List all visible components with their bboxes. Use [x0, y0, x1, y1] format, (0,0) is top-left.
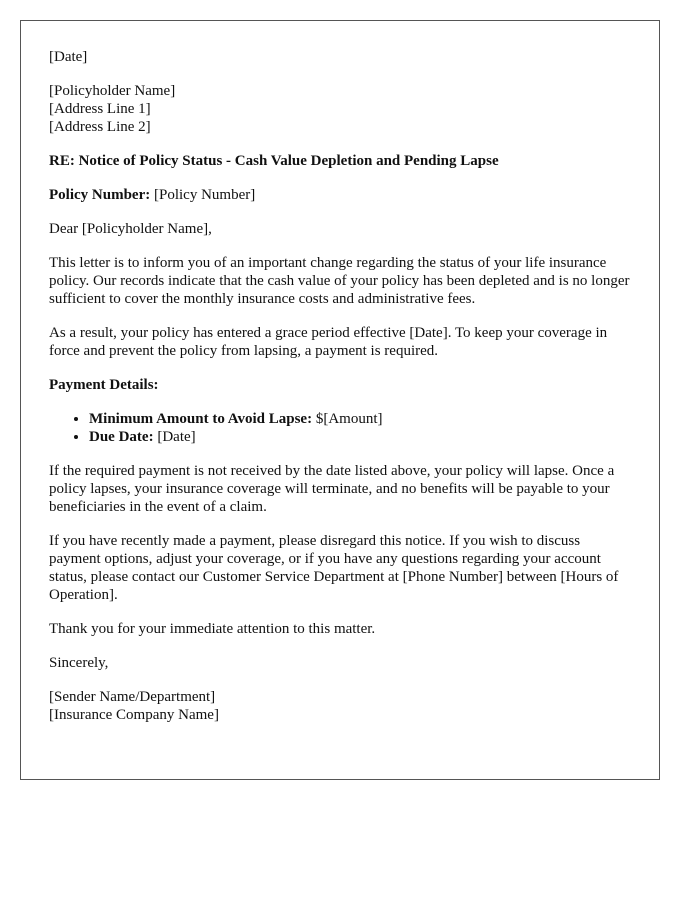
- body-paragraph-3: If the required payment is not received by the date listed above, your policy will lapse. Once a policy lapses, your insurance coverage will terminate, and no benefits will be payable to your beneficiaries in the event of a claim.: [49, 463, 615, 515]
- payment-details-heading: Payment Details:: [49, 377, 159, 393]
- letter-date: [Date]: [49, 49, 88, 65]
- salutation: Dear [Policyholder Name],: [49, 221, 212, 237]
- policy-number-label: Policy Number:: [49, 187, 151, 203]
- recipient-address-line-2: [Address Line 2]: [49, 119, 151, 135]
- minimum-amount-value: $[Amount]: [312, 411, 383, 427]
- minimum-amount-label: Minimum Amount to Avoid Lapse:: [89, 411, 313, 427]
- due-date-value: [Date]: [153, 429, 196, 445]
- recipient-name: [Policyholder Name]: [49, 83, 176, 99]
- body-paragraph-2: As a result, your policy has entered a grace period effective [Date]. To keep your coverage in force and prevent the policy from lapsing, a payment is required.: [49, 325, 608, 359]
- due-date-label: Due Date:: [89, 429, 154, 445]
- letter-page: [20, 20, 660, 780]
- payment-detail-due-date: [89, 428, 631, 446]
- policy-number-line: [49, 186, 631, 204]
- company-name: [Insurance Company Name]: [49, 707, 219, 723]
- policy-number-value: [Policy Number]: [150, 187, 256, 203]
- payment-detail-minimum-amount: [89, 410, 631, 428]
- subject-line: RE: Notice of Policy Status - Cash Value Depletion and Pending Lapse: [49, 153, 499, 169]
- recipient-address: [49, 82, 631, 136]
- body-paragraph-4: If you have recently made a payment, please disregard this notice. If you wish to discuss payment options, adjust your coverage, or if you have any questions regarding your account status, please contact our Customer Service Department at [Phone Number] between [Hours of Operation].: [49, 533, 619, 603]
- payment-details-list: [49, 410, 631, 446]
- body-paragraph-5: Thank you for your immediate attention to this matter.: [49, 621, 376, 637]
- recipient-address-line-1: [Address Line 1]: [49, 101, 151, 117]
- sender-name: [Sender Name/Department]: [49, 689, 216, 705]
- signature-block: [49, 688, 631, 724]
- body-paragraph-1: This letter is to inform you of an important change regarding the status of your life insurance policy. Our records indicate that the cash value of your policy has been depleted and is no longer sufficient to cover the monthly insurance costs and administrative fees.: [49, 255, 630, 307]
- closing: Sincerely,: [49, 655, 109, 671]
